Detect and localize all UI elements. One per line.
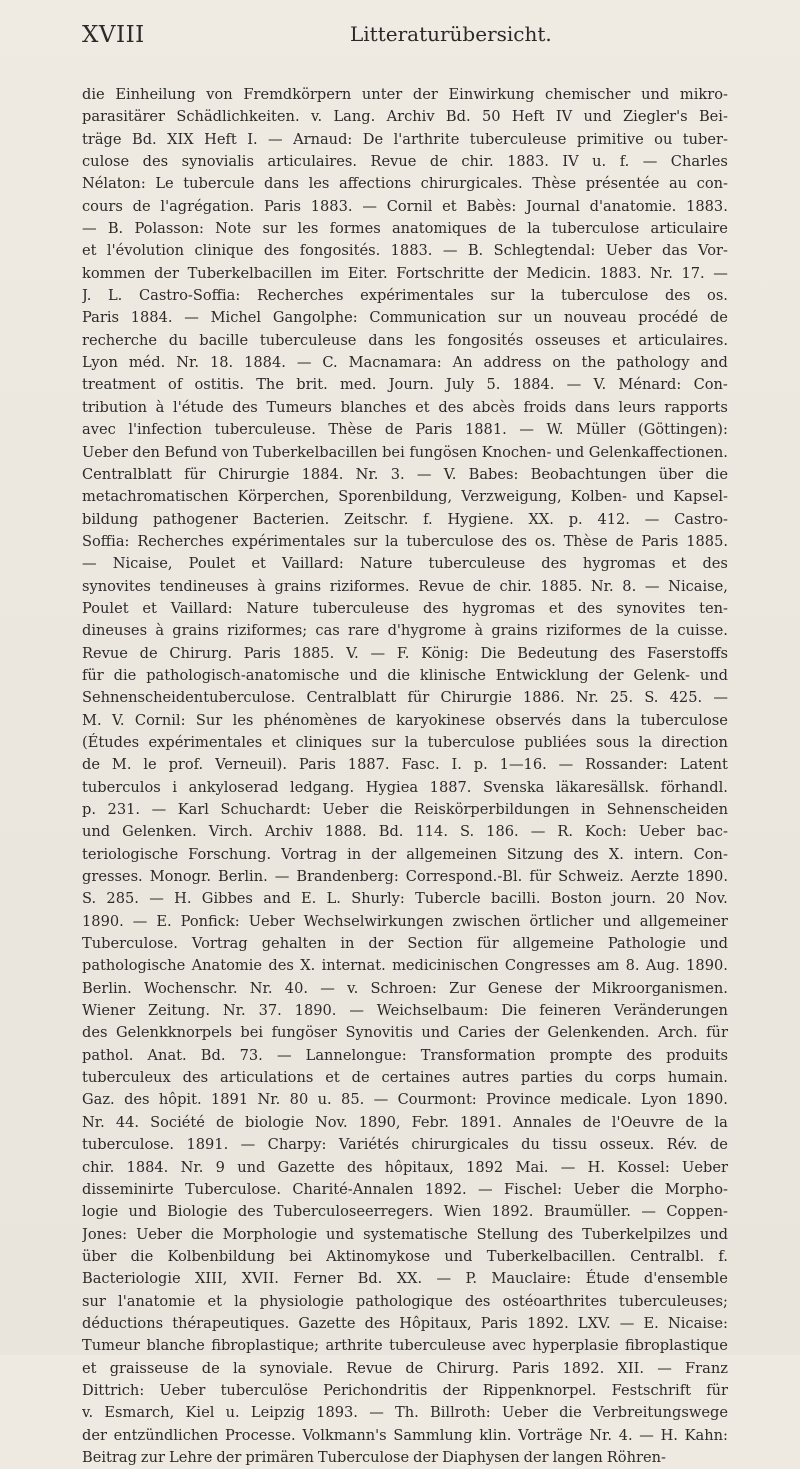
text-line: Paris 1884. — Michel Gangolphe: Communication sur un nouveau procédé de [82,309,728,327]
text-line: tribution à l'étude des Tumeurs blanches et des abcès froids dans leurs rapports [82,398,728,416]
text-line: tuberculose. 1891. — Charpy: Variétés chirurgicales du tissu osseux. Rév. de [82,1136,728,1154]
text-line: J. L. Castro-Soffia: Recherches expérimentales sur la tuberculose des os. [82,287,728,305]
text-line: (Études expérimentales et cliniques sur la tuberculose publiées sous la direction [82,733,728,751]
text-line: bildung pathogener Bacterien. Zeitschr. f. Hygiene. XX. p. 412. — Castro- [82,510,728,528]
running-title: Litteraturübersicht. [350,22,552,46]
text-line: pathol. Anat. Bd. 73. — Lannelongue: Transformation prompte des produits [82,1046,728,1064]
text-line: teriologische Forschung. Vortrag in der allgemeinen Sitzung des X. intern. Con- [82,845,728,863]
text-line: Beitrag zur Lehre der primären Tuberculose der Diaphysen der langen Röhren- [82,1448,666,1466]
text-line: dineuses à grains riziformes; cas rare d'hygrome à grains riziformes de la cuisse. [82,622,728,640]
text-line: tuberculeux des articulations et de certaines autres parties du corps humain. [82,1069,728,1087]
text-line: disseminirte Tuberculose. Charité-Annalen 1892. — Fischel: Ueber die Morpho- [82,1180,728,1198]
page-header [82,22,724,62]
text-line: M. V. Cornil: Sur les phénomènes de karyokinese observés dans la tuberculose [82,711,728,729]
text-line: S. 285. — H. Gibbes and E. L. Shurly: Tubercle bacilli. Boston journ. 20 Nov. [82,890,728,908]
text-line: sur l'anatomie et la physiologie pathologique des ostéoarthrites tuberculeuses; [82,1292,728,1310]
text-line: et graisseuse de la synoviale. Revue de Chirurg. Paris 1892. XII. — Franz [82,1359,728,1377]
text-line: und Gelenken. Virch. Archiv 1888. Bd. 114. S. 186. — R. Koch: Ueber bac- [82,823,728,841]
text-line: Lyon méd. Nr. 18. 1884. — C. Macnamara: An address on the pathology and [82,354,728,372]
text-line: de M. le prof. Verneuil). Paris 1887. Fasc. I. p. 1—16. — Rossander: Latent [82,756,728,774]
text-line: Berlin. Wochenschr. Nr. 40. — v. Schroen: Zur Genese der Mikroorganismen. [82,979,728,997]
text-line: 1890. — E. Ponfick: Ueber Wechselwirkungen zwischen örtlicher und allgemeiner [82,912,728,930]
text-line: Tuberculose. Vortrag gehalten in der Section für allgemeine Pathologie und [82,935,728,953]
text-line: v. Esmarch, Kiel u. Leipzig 1893. — Th. Billroth: Ueber die Verbreitungswege [82,1404,728,1422]
text-line: — Nicaise, Poulet et Vaillard: Nature tuberculeuse des hygromas et des [82,555,728,573]
bibliography-text [82,84,728,1469]
text-line: die Einheilung von Fremdkörpern unter der Einwirkung chemischer und mikro- [82,86,728,103]
text-line: gresses. Monogr. Berlin. — Brandenberg: Correspond.-Bl. für Schweiz. Aerzte 1890. [82,868,728,886]
text-line: Jones: Ueber die Morphologie und systematische Stellung des Tuberkelpilzes und [82,1225,728,1243]
text-line: treatment of ostitis. The brit. med. Journ. July 5. 1884. — V. Ménard: Con- [82,376,728,394]
text-line: metachromatischen Körperchen, Sporenbildung, Verzweigung, Kolben- und Kapsel- [82,488,728,506]
page-number: XVIII [82,22,145,48]
text-line: culose des synovialis articulaires. Revue de chir. 1883. IV u. f. — Charles [82,153,728,171]
text-line: über die Kolbenbildung bei Aktinomykose und Tuberkelbacillen. Centralbl. f. [82,1247,728,1265]
text-line: träge Bd. XIX Heft I. — Arnaud: De l'arthrite tuberculeuse primitive ou tuber- [82,130,728,148]
text-line: Centralblatt für Chirurgie 1884. Nr. 3. — V. Babes: Beobachtungen über die [82,465,728,483]
text-line: Ueber den Befund von Tuberkelbacillen bei fungösen Knochen- und Gelenkaffectionen. [82,443,728,461]
text-line: Nélaton: Le tubercule dans les affections chirurgicales. Thèse présentée au con- [82,175,728,193]
text-line: Dittrich: Ueber tuberculöse Perichondritis der Rippenknorpel. Festschrift für [82,1381,728,1399]
text-line: Bacteriologie XIII, XVII. Ferner Bd. XX. — P. Mauclaire: Étude d'ensemble [82,1270,728,1288]
text-line: avec l'infection tuberculeuse. Thèse de Paris 1881. — W. Müller (Göttingen): [82,421,728,439]
text-line: parasitärer Schädlichkeiten. v. Lang. Archiv Bd. 50 Heft IV und Ziegler's Bei- [82,108,728,126]
text-line: der entzündlichen Processe. Volkmann's Sammlung klin. Vorträge Nr. 4. — H. Kahn: [82,1426,728,1444]
text-line: pathologische Anatomie des X. internat. medicinischen Congresses am 8. Aug. 1890. [82,957,728,975]
text-line: chir. 1884. Nr. 9 und Gazette des hôpitaux, 1892 Mai. — H. Kossel: Ueber [82,1158,728,1176]
text-line: — B. Polasson: Note sur les formes anatomiques de la tuberculose articulaire [82,220,728,238]
text-line: synovites tendineuses à grains riziformes. Revue de chir. 1885. Nr. 8. — Nicaise, [82,577,728,595]
text-line: Revue de Chirurg. Paris 1885. V. — F. König: Die Bedeutung des Faserstoffs [82,644,728,662]
text-line: cours de l'agrégation. Paris 1883. — Cornil et Babès: Journal d'anatomie. 1883. [82,197,728,215]
text-line: für die pathologisch-anatomische und die klinische Entwicklung der Gelenk- und [82,666,728,684]
text-line: et l'évolution clinique des fongosités. 1883. — B. Schlegtendal: Ueber das Vor- [82,242,728,260]
text-line: Nr. 44. Société de biologie Nov. 1890, Febr. 1891. Annales de l'Oeuvre de la [82,1113,728,1131]
text-line: Tumeur blanche fibroplastique; arthrite tuberculeuse avec hyperplasie fibroplastique [82,1337,728,1355]
text-line: Sehnenscheidentuberculose. Centralblatt für Chirurgie 1886. Nr. 25. S. 425. — [82,689,728,707]
text-line: des Gelenkknorpels bei fungöser Synovitis und Caries der Gelenkenden. Arch. für [82,1024,728,1042]
text-line: logie und Biologie des Tuberculoseerregers. Wien 1892. Braumüller. — Coppen- [82,1203,728,1221]
text-line: p. 231. — Karl Schuchardt: Ueber die Reiskörperbildungen in Sehnenscheiden [82,801,728,818]
text-line: Gaz. des hôpit. 1891 Nr. 80 u. 85. — Courmont: Province medicale. Lyon 1890. [82,1091,728,1109]
text-line: Poulet et Vaillard: Nature tuberculeuse des hygromas et des synovites ten- [82,599,728,617]
text-line: tuberculos i ankyloserad ledgang. Hygiea 1887. Svenska läkaresällsk. förhandl. [82,778,728,796]
text-line: Wiener Zeitung. Nr. 37. 1890. — Weichselbaum: Die feineren Veränderungen [82,1002,728,1020]
text-line: recherche du bacille tuberculeuse dans les fongosités osseuses et articulaires. [82,331,728,349]
text-line: Soffia: Recherches expérimentales sur la tuberculose des os. Thèse de Paris 1885. [82,532,728,550]
text-line: kommen der Tuberkelbacillen im Eiter. Fortschritte der Medicin. 1883. Nr. 17. — [82,264,728,282]
text-line: déductions thérapeutiques. Gazette des Hôpitaux, Paris 1892. LXV. — E. Nicaise: [82,1314,728,1332]
